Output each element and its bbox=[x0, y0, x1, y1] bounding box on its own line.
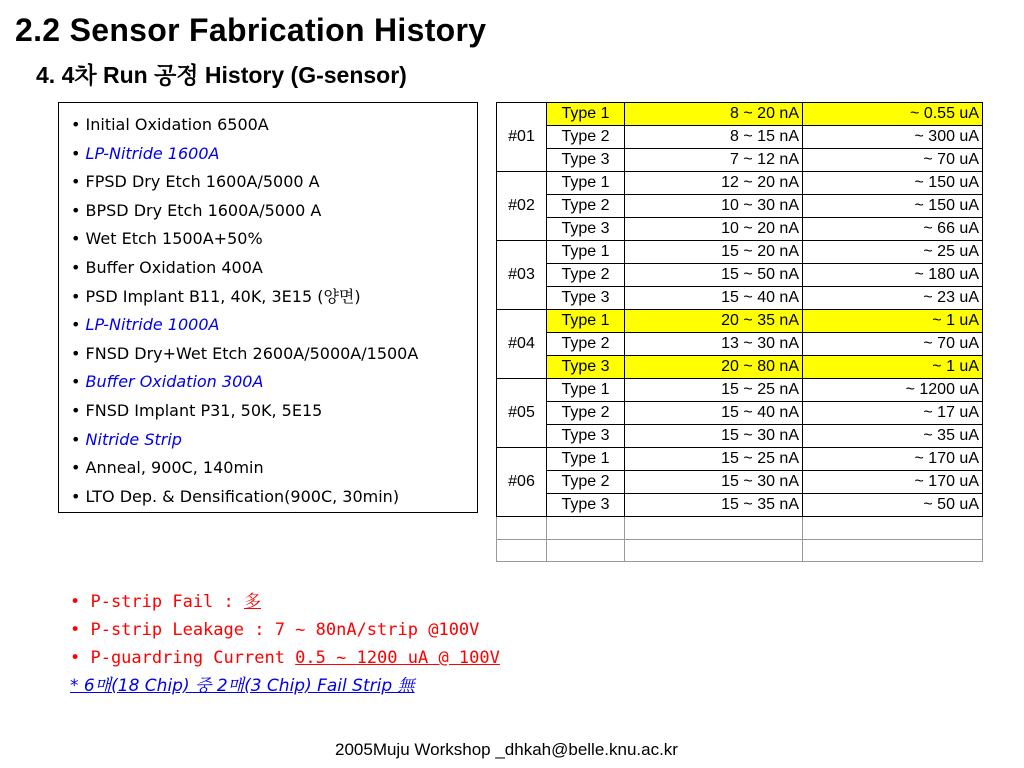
note-guardring-current bbox=[70, 644, 500, 672]
bullet-mark: • bbox=[71, 372, 81, 392]
current-cell: 15 ~ 30 nA bbox=[625, 471, 803, 494]
process-step bbox=[71, 426, 477, 455]
table-row bbox=[497, 103, 983, 126]
empty-cell bbox=[497, 517, 547, 540]
type-cell: Type 1 bbox=[547, 103, 625, 126]
empty-cell bbox=[497, 539, 547, 562]
type-cell: Type 2 bbox=[547, 471, 625, 494]
current-cell: 15 ~ 40 nA bbox=[625, 287, 803, 310]
process-step-text: Nitride Strip bbox=[85, 429, 182, 449]
leakage-cell: ~ 300 uA bbox=[803, 126, 983, 149]
table-row bbox=[497, 402, 983, 425]
table-row bbox=[497, 379, 983, 402]
process-step bbox=[71, 340, 477, 369]
type-cell: Type 2 bbox=[547, 126, 625, 149]
note-strip-leakage: • P-strip Leakage : 7 ~ 80nA/strip @100V bbox=[70, 620, 480, 640]
type-cell: Type 3 bbox=[547, 425, 625, 448]
type-cell: Type 3 bbox=[547, 356, 625, 379]
type-cell: Type 1 bbox=[547, 172, 625, 195]
type-cell: Type 1 bbox=[547, 310, 625, 333]
chip-id-cell: #01 bbox=[497, 103, 547, 172]
process-step bbox=[71, 368, 477, 397]
empty-cell bbox=[803, 539, 983, 562]
table-row bbox=[497, 471, 983, 494]
current-cell: 12 ~ 20 nA bbox=[625, 172, 803, 195]
current-cell: 20 ~ 80 nA bbox=[625, 356, 803, 379]
chip-id-cell: #06 bbox=[497, 448, 547, 517]
chip-id-cell: #03 bbox=[497, 241, 547, 310]
table-row bbox=[497, 149, 983, 172]
process-step-text: • Initial Oxidation 6500A bbox=[71, 115, 269, 134]
current-cell: 8 ~ 15 nA bbox=[625, 126, 803, 149]
current-cell: 10 ~ 30 nA bbox=[625, 195, 803, 218]
type-cell: Type 2 bbox=[547, 402, 625, 425]
empty-cell bbox=[625, 517, 803, 540]
leakage-cell: ~ 180 uA bbox=[803, 264, 983, 287]
type-cell: Type 3 bbox=[547, 287, 625, 310]
leakage-cell: ~ 170 uA bbox=[803, 448, 983, 471]
process-step bbox=[71, 140, 477, 169]
process-step-text: • BPSD Dry Etch 1600A/5000 A bbox=[71, 200, 322, 220]
leakage-cell: ~ 50 uA bbox=[803, 494, 983, 517]
process-step bbox=[71, 225, 477, 254]
empty-row bbox=[497, 539, 983, 562]
process-step bbox=[71, 311, 477, 340]
process-step-text: Buffer Oxidation 300A bbox=[85, 372, 264, 392]
slide-title: 2.2 Sensor Fabrication History bbox=[15, 12, 487, 48]
process-step bbox=[71, 197, 477, 226]
process-step-text: LP-Nitride 1000A bbox=[85, 315, 220, 335]
leakage-cell: ~ 70 uA bbox=[803, 149, 983, 172]
note-strip-fail-label: • P-strip Fail : bbox=[70, 592, 244, 612]
current-cell: 15 ~ 30 nA bbox=[625, 425, 803, 448]
current-cell: 15 ~ 40 nA bbox=[625, 402, 803, 425]
table-row bbox=[497, 425, 983, 448]
table-row bbox=[497, 264, 983, 287]
current-cell: 13 ~ 30 nA bbox=[625, 333, 803, 356]
bullet-mark: • bbox=[71, 429, 81, 449]
leakage-cell: ~ 170 uA bbox=[803, 471, 983, 494]
empty-cell bbox=[547, 539, 625, 562]
note-guardring-value: 0.5 ~ 1200 uA @ 100V bbox=[295, 648, 500, 668]
current-cell: 15 ~ 35 nA bbox=[625, 494, 803, 517]
type-cell: Type 3 bbox=[547, 494, 625, 517]
process-step bbox=[71, 283, 477, 312]
type-cell: Type 1 bbox=[547, 448, 625, 471]
process-step-text: • FPSD Dry Etch 1600A/5000 A bbox=[71, 172, 320, 192]
type-cell: Type 1 bbox=[547, 379, 625, 402]
process-step-text: • Buffer Oxidation 400A bbox=[71, 257, 263, 277]
note-strip-fail-value: 多 bbox=[244, 592, 261, 612]
table-row bbox=[497, 494, 983, 517]
process-step-text: • FNSD Dry+Wet Etch 2600A/5000A/1500A bbox=[71, 343, 419, 363]
table-row bbox=[497, 126, 983, 149]
chip-id-cell: #05 bbox=[497, 379, 547, 448]
current-cell: 8 ~ 20 nA bbox=[625, 103, 803, 126]
process-step bbox=[71, 483, 477, 512]
leakage-cell: ~ 70 uA bbox=[803, 333, 983, 356]
process-step-text: • Anneal, 900C, 140min bbox=[71, 458, 264, 478]
process-step-text: • Wet Etch 1500A+50% bbox=[71, 229, 263, 249]
current-cell: 20 ~ 35 nA bbox=[625, 310, 803, 333]
empty-row bbox=[497, 517, 983, 540]
table-row bbox=[497, 172, 983, 195]
slide-subtitle: 4. 4차 Run 공정 History (G-sensor) bbox=[36, 62, 407, 88]
leakage-cell: ~ 150 uA bbox=[803, 195, 983, 218]
process-step bbox=[71, 254, 477, 283]
note-summary: * 6매(18 Chip) 중 2매(3 Chip) Fail Strip 無 bbox=[70, 676, 415, 696]
leakage-cell: ~ 1 uA bbox=[803, 356, 983, 379]
process-step bbox=[71, 168, 477, 197]
current-cell: 15 ~ 20 nA bbox=[625, 241, 803, 264]
table-row bbox=[497, 448, 983, 471]
bullet-mark: • bbox=[71, 315, 81, 335]
current-cell: 15 ~ 50 nA bbox=[625, 264, 803, 287]
leakage-cell: ~ 1 uA bbox=[803, 310, 983, 333]
process-step-text: • LTO Dep. & Densification(900C, 30min) bbox=[71, 486, 400, 506]
result-notes bbox=[70, 588, 500, 700]
process-step bbox=[71, 397, 477, 426]
empty-cell bbox=[547, 517, 625, 540]
type-cell: Type 2 bbox=[547, 333, 625, 356]
empty-cell bbox=[803, 517, 983, 540]
process-step-list bbox=[58, 102, 478, 513]
note-guardring-label: • P-guardring Current bbox=[70, 648, 296, 668]
slide-footer: 2005Muju Workshop _dhkah@belle.knu.ac.kr bbox=[335, 740, 678, 759]
table-row bbox=[497, 333, 983, 356]
chip-id-cell: #04 bbox=[497, 310, 547, 379]
leakage-cell: ~ 0.55 uA bbox=[803, 103, 983, 126]
bullet-mark: • bbox=[71, 143, 81, 163]
current-cell: 15 ~ 25 nA bbox=[625, 379, 803, 402]
type-cell: Type 2 bbox=[547, 264, 625, 287]
table-row bbox=[497, 241, 983, 264]
current-cell: 10 ~ 20 nA bbox=[625, 218, 803, 241]
process-step-text: LP-Nitride 1600A bbox=[85, 143, 220, 163]
table-row bbox=[497, 310, 983, 333]
process-step-text: • FNSD Implant P31, 50K, 5E15 bbox=[71, 400, 323, 420]
process-step bbox=[71, 111, 477, 140]
type-cell: Type 3 bbox=[547, 149, 625, 172]
leakage-cell: ~ 17 uA bbox=[803, 402, 983, 425]
leakage-cell: ~ 150 uA bbox=[803, 172, 983, 195]
leakage-cell: ~ 35 uA bbox=[803, 425, 983, 448]
process-step-text: • PSD Implant B11, 40K, 3E15 (양면) bbox=[71, 286, 361, 306]
type-cell: Type 3 bbox=[547, 218, 625, 241]
table-row bbox=[497, 356, 983, 379]
process-step bbox=[71, 454, 477, 483]
table-row bbox=[497, 218, 983, 241]
leakage-cell: ~ 66 uA bbox=[803, 218, 983, 241]
table-row bbox=[497, 287, 983, 310]
chip-id-cell: #02 bbox=[497, 172, 547, 241]
current-cell: 15 ~ 25 nA bbox=[625, 448, 803, 471]
leakage-cell: ~ 23 uA bbox=[803, 287, 983, 310]
type-cell: Type 2 bbox=[547, 195, 625, 218]
note-strip-fail bbox=[70, 588, 500, 616]
table-row bbox=[497, 195, 983, 218]
empty-cell bbox=[625, 539, 803, 562]
current-cell: 7 ~ 12 nA bbox=[625, 149, 803, 172]
leakage-cell: ~ 1200 uA bbox=[803, 379, 983, 402]
leakage-cell: ~ 25 uA bbox=[803, 241, 983, 264]
sensor-measurement-table bbox=[496, 102, 983, 562]
type-cell: Type 1 bbox=[547, 241, 625, 264]
